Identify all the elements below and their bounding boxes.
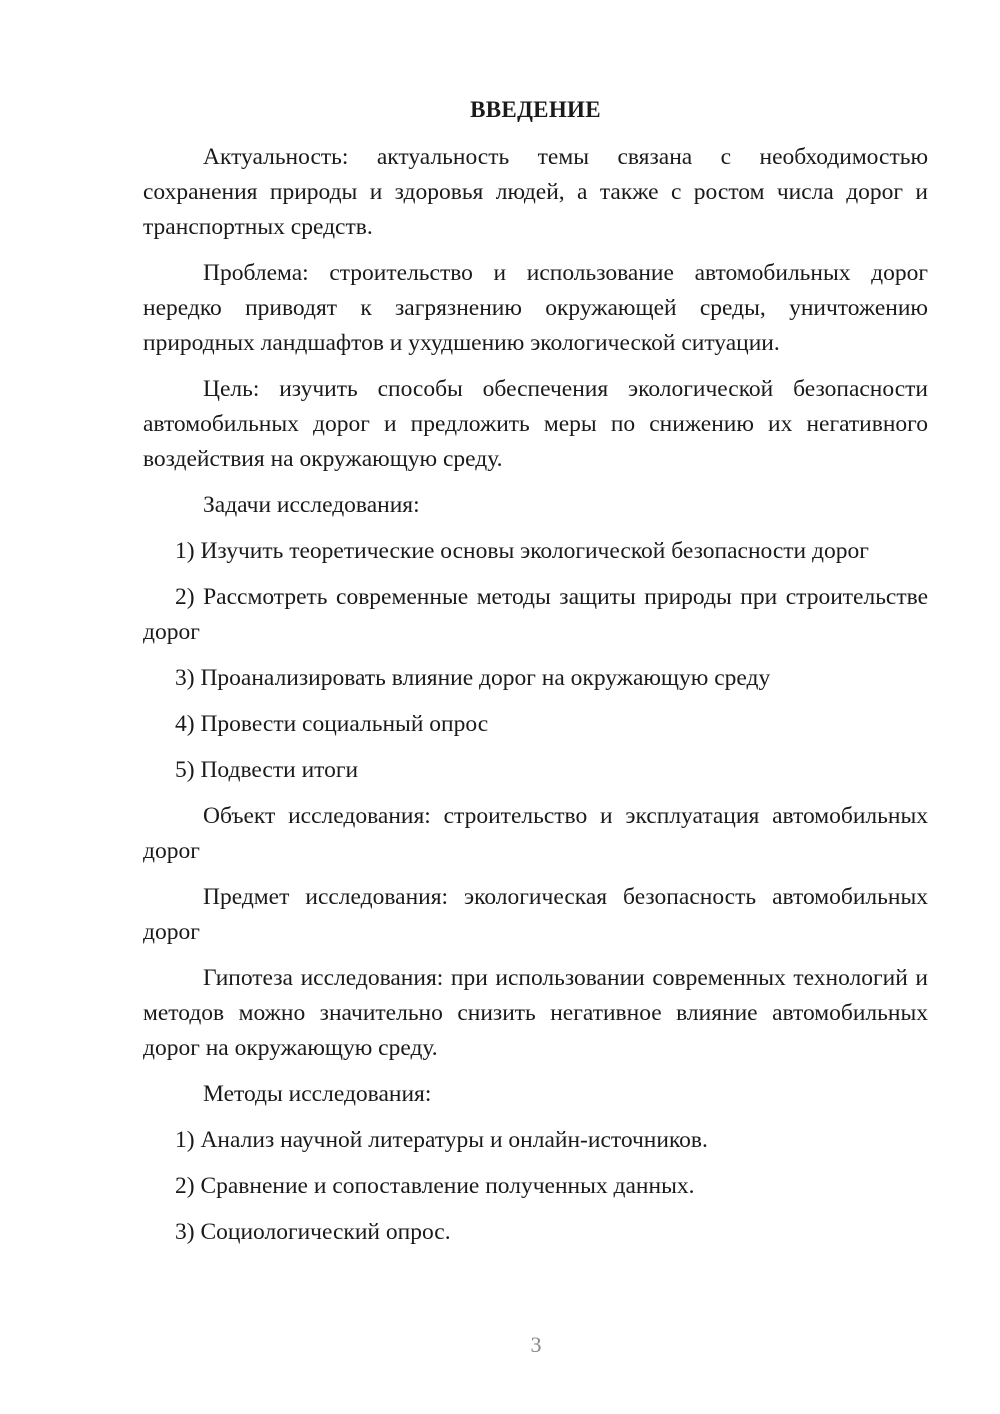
- task-item: 5) Подвести итоги: [175, 757, 359, 783]
- tasks-heading: Задачи исследования:: [203, 492, 420, 518]
- task-item: 4) Провести социальный опрос: [175, 711, 489, 737]
- document-title: ВВЕДЕНИЕ: [470, 97, 601, 122]
- hypothesis-paragraph: Гипотеза исследования: при использовании современных технологий и методов можно значительно снизить негативное влияние автомобильных дорог на окружающую среду.: [143, 965, 928, 1061]
- problem-paragraph: Проблема: строительство и использование автомобильных дорог нередко приводят к загрязнению окружающей среды, уничтожению природных ландшафтов и ухудшению экологической ситуации.: [143, 260, 928, 356]
- task-item: 3) Проанализировать влияние дорог на окружающую среду: [175, 665, 771, 691]
- method-item: 2) Сравнение и сопоставление полученных данных.: [175, 1173, 695, 1199]
- relevance-paragraph: Актуальность: актуальность темы связана с необходимостью сохранения природы и здоровья людей, а также с ростом числа дорог и транспортных средств.: [143, 144, 928, 240]
- task-item: 2) Рассмотреть современные методы защиты природы при строительстве дорог: [143, 584, 928, 645]
- subject-paragraph: Предмет исследования: экологическая безопасность автомобильных дорог: [143, 884, 928, 945]
- methods-heading: Методы исследования:: [203, 1081, 432, 1107]
- method-item: 1) Анализ научной литературы и онлайн-источников.: [175, 1127, 708, 1153]
- goal-paragraph: Цель: изучить способы обеспечения экологической безопасности автомобильных дорог и предложить меры по снижению их негативного воздействия на окружающую среду.: [143, 376, 928, 472]
- method-item: 3) Социологический опрос.: [175, 1219, 451, 1245]
- page-number: 3: [530, 1332, 542, 1357]
- document-page: [143, 92, 928, 1261]
- task-item: 1) Изучить теоретические основы экологической безопасности дорог: [175, 538, 869, 564]
- object-paragraph: Объект исследования: строительство и эксплуатация автомобильных дорог: [143, 803, 928, 864]
